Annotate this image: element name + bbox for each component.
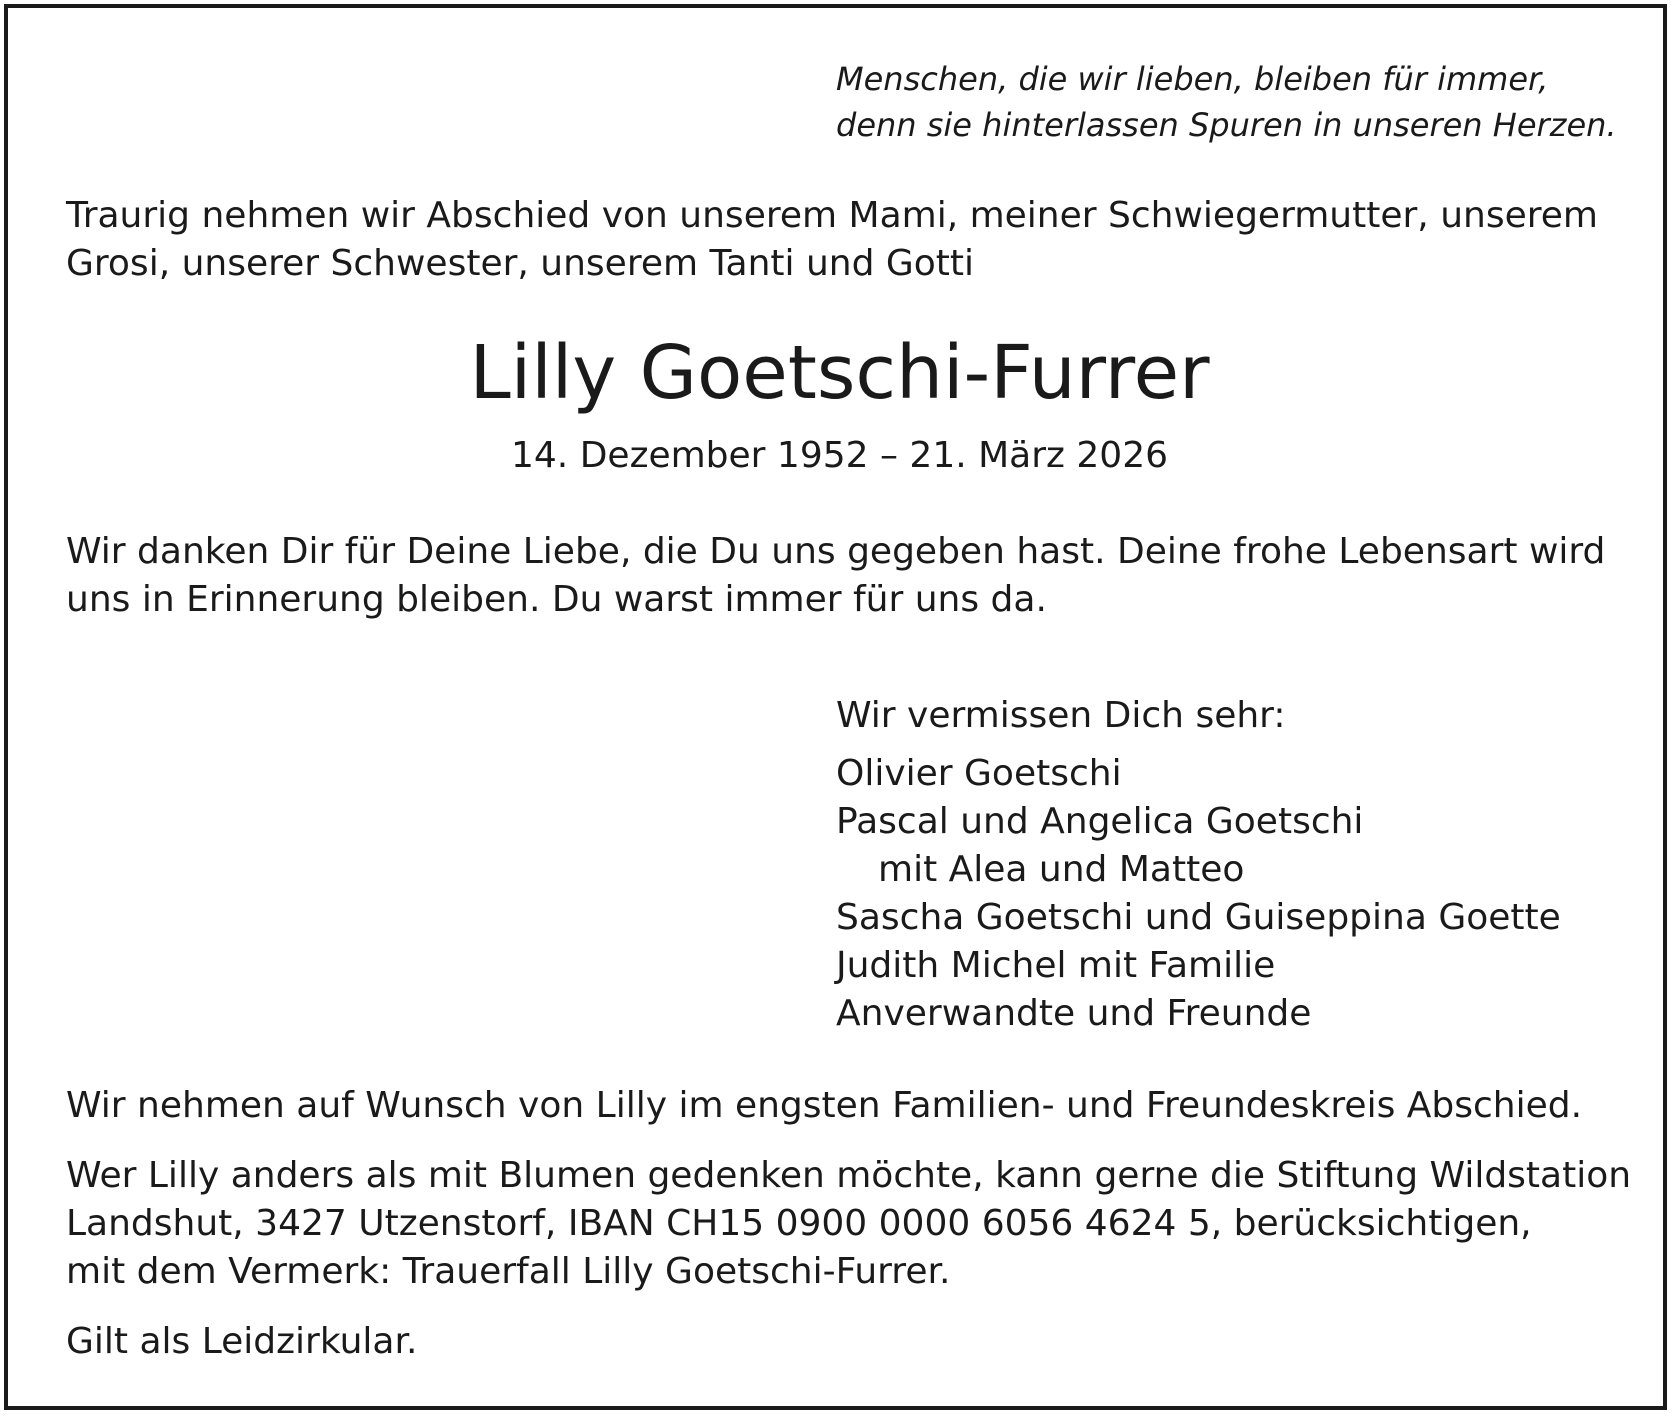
- farewell-paragraph: Wir nehmen auf Wunsch von Lilly im engsten Familien- und Freundeskreis Abschied.: [66, 1085, 1583, 1126]
- mourner-name: mit Alea und Matteo: [878, 849, 1245, 890]
- intro-line: Traurig nehmen wir Abschied von unserem Mami, meiner Schwiegermutter, unserem: [66, 195, 1598, 236]
- mourners-heading: Wir vermissen Dich sehr:: [836, 695, 1286, 736]
- mourners-list: [836, 750, 1561, 1038]
- deceased-name: Lilly Goetschi-Furrer: [469, 330, 1210, 416]
- motto-quote: [836, 56, 1617, 148]
- thanks-line: Wir danken Dir für Deine Liebe, die Du uns gegeben hast. Deine frohe Lebensart wird: [66, 531, 1606, 572]
- mourner-name: Judith Michel mit Familie: [836, 945, 1276, 986]
- motto-line: denn sie hinterlassen Spuren in unseren Herzen.: [836, 106, 1617, 144]
- donation-line: Wer Lilly anders als mit Blumen gedenken möchte, kann gerne die Stiftung Wildstation: [66, 1155, 1632, 1196]
- motto-line: Menschen, die wir lieben, bleiben für immer,: [836, 60, 1549, 98]
- thanks-paragraph: [66, 528, 1605, 624]
- intro-paragraph: [66, 192, 1598, 288]
- mourner-name: Sascha Goetschi und Guiseppina Goette: [836, 897, 1561, 938]
- donation-paragraph: [66, 1152, 1631, 1296]
- donation-line: Landshut, 3427 Utzenstorf, IBAN CH15 0900 0000 6056 4624 5, berücksichtigen,: [66, 1203, 1532, 1244]
- mourner-name: Pascal und Angelica Goetschi: [836, 801, 1364, 842]
- mourner-name: Olivier Goetschi: [836, 753, 1122, 794]
- intro-line: Grosi, unserer Schwester, unserem Tanti und Gotti: [66, 243, 975, 284]
- donation-line: mit dem Vermerk: Trauerfall Lilly Goetschi-Furrer.: [66, 1251, 951, 1292]
- life-dates: 14. Dezember 1952 – 21. März 2026: [511, 435, 1168, 476]
- mourner-name: Anverwandte und Freunde: [836, 993, 1312, 1034]
- thanks-line: uns in Erinnerung bleiben. Du warst immer für uns da.: [66, 579, 1047, 620]
- closing-note: Gilt als Leidzirkular.: [66, 1321, 418, 1362]
